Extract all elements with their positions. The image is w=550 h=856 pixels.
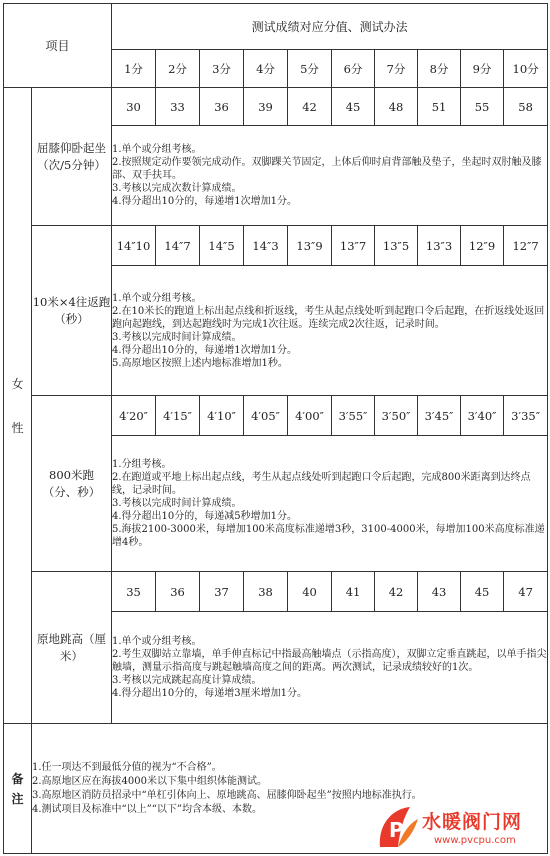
item-name: 原地跳高（厘米） (32, 572, 112, 724)
method-line: 1.单个或分组考核。 (112, 636, 202, 647)
watermark-logo-icon (376, 803, 420, 851)
method-line: 5.高原地区按照上述内地标准增加1秒。 (112, 357, 288, 369)
method-line: 1.单个或分组考核。 (112, 144, 202, 155)
method-line: 3.考核以完成时间计算成绩。 (112, 331, 242, 343)
score-value: 40 (288, 572, 332, 612)
score-value: 3′45″ (418, 396, 461, 436)
method-line: 1.单个或分组考核。 (112, 292, 202, 304)
score-value: 3′40″ (461, 396, 504, 436)
score-value: 3′55″ (332, 396, 375, 436)
score-value: 13″5 (375, 226, 418, 266)
score-value: 43 (418, 572, 461, 612)
score-header: 10分 (504, 50, 548, 88)
watermark-name: 水暖阀门网 (422, 811, 523, 833)
score-value: 41 (332, 572, 375, 612)
score-header: 8分 (418, 50, 461, 88)
item-name: 10米×4往返跑（秒） (32, 226, 112, 396)
test-method (112, 436, 548, 572)
score-value: 14″7 (156, 226, 200, 266)
score-value: 58 (504, 88, 548, 126)
method-line: 2.按照规定动作要领完成动作。双脚踝关节固定，上体后仰时肩背部触及垫子，坐起时双肘触及膝部、双手扶耳。 (112, 157, 542, 181)
score-value: 39 (244, 88, 288, 126)
score-value: 12″7 (504, 226, 548, 266)
score-header: 9分 (461, 50, 504, 88)
gender-label-char: 性 (11, 420, 24, 435)
method-line: 3.考核以完成时间计算成绩。 (112, 498, 242, 509)
score-value: 3′35″ (504, 396, 548, 436)
fitness-standards-table (3, 3, 548, 854)
score-header: 3分 (200, 50, 244, 88)
score-value: 4′10″ (200, 396, 244, 436)
test-method (112, 612, 548, 724)
watermark (376, 803, 548, 853)
method-line: 4.得分超出10分的，每递减5秒增加1分。 (112, 511, 298, 522)
method-line: 1.分组考核。 (112, 459, 172, 470)
score-value: 3′50″ (375, 396, 418, 436)
score-header: 6分 (332, 50, 375, 88)
score-value: 4′05″ (244, 396, 288, 436)
score-value: 51 (418, 88, 461, 126)
score-header: 4分 (244, 50, 288, 88)
method-line: 3.考核以完成跳起高度计算成绩。 (112, 675, 262, 686)
method-line: 3.考核以完成次数计算成绩。 (112, 183, 242, 194)
method-line: 4.得分超出10分的，每递增1次增加1分。 (112, 196, 298, 207)
notes-label-char: 注 (11, 791, 24, 806)
test-method (112, 266, 548, 396)
score-value: 36 (200, 88, 244, 126)
item-name: 800米跑（分、秒） (32, 396, 112, 572)
score-value: 48 (375, 88, 418, 126)
score-value: 4′15″ (156, 396, 200, 436)
note-line: 1.任一项达不到最低分值的视为“不合格”。 (32, 761, 222, 773)
method-line: 4.得分超出10分的，每递增1次增加1分。 (112, 344, 298, 356)
score-value: 4′00″ (288, 396, 332, 436)
method-line: 2.在10米长的跑道上标出起点线和折返线，考生从起点线处听到起跑口令后起跑，在折返线处返回跑向起跑线，到达起跑线时为完成1次往返。连续完成2次往返，记录时间。 (112, 305, 545, 330)
watermark-logo-letter: P (389, 818, 404, 842)
note-line: 4.测试项目及标准中“以上”“以下”均含本级、本数。 (32, 803, 262, 815)
method-line: 2.考生双脚站立靠墙，单手伸直标记中指最高触墙点（示指高度），双脚立定垂直跳起，以单手指尖触墙，测量示指高度与跳起触墙高度之间的距离。两次测试，记录成绩较好的1次。 (112, 649, 547, 673)
method-line: 5.海拔2100-3000米，每增加100米高度标准递增3秒，3100-4000米，每增加100米高度标准递增4秒。 (112, 524, 545, 548)
method-line: 4.得分超出10分的，每递增3厘米增加1分。 (112, 688, 308, 699)
score-header: 2分 (156, 50, 200, 88)
score-value: 42 (375, 572, 418, 612)
score-value: 14″3 (244, 226, 288, 266)
score-value: 55 (461, 88, 504, 126)
score-value: 14″10 (112, 226, 156, 266)
score-value: 45 (461, 572, 504, 612)
method-line: 2.在跑道或平地上标出起点线，考生从起点线处听到起跑口令后起跑，完成800米距离到达终点线，记录时间。 (112, 472, 531, 496)
score-value: 36 (156, 572, 200, 612)
gender-label-char: 女 (11, 376, 24, 391)
item-name: 屈膝仰卧起坐（次/5分钟） (32, 88, 112, 226)
score-value: 13″7 (332, 226, 375, 266)
score-value: 38 (244, 572, 288, 612)
notes-label-char: 备 (11, 771, 24, 786)
note-line: 2.高原地区应在海拔4000米以下集中组织体能测试。 (32, 775, 267, 787)
watermark-url: www.pvcpu.com (434, 835, 516, 846)
gender-label (4, 88, 32, 724)
project-header: 项目 (4, 4, 112, 88)
score-value: 45 (332, 88, 375, 126)
score-value: 4′20″ (112, 396, 156, 436)
score-value: 42 (288, 88, 332, 126)
test-method (112, 126, 548, 226)
score-value: 47 (504, 572, 548, 612)
score-value: 12″9 (461, 226, 504, 266)
score-value: 14″5 (200, 226, 244, 266)
score-value: 33 (156, 88, 200, 126)
score-value: 13″9 (288, 226, 332, 266)
score-value: 30 (112, 88, 156, 126)
score-value: 13″3 (418, 226, 461, 266)
score-header: 1分 (112, 50, 156, 88)
score-value: 37 (200, 572, 244, 612)
note-line: 3.高原地区消防员招录中“单杠引体向上、原地跳高、屈膝仰卧起坐”按照内地标准执行。 (32, 789, 422, 801)
score-header: 5分 (288, 50, 332, 88)
score-value: 35 (112, 572, 156, 612)
notes-label (4, 724, 32, 854)
score-header: 7分 (375, 50, 418, 88)
scoring-title: 测试成绩对应分值、测试办法 (112, 4, 548, 50)
